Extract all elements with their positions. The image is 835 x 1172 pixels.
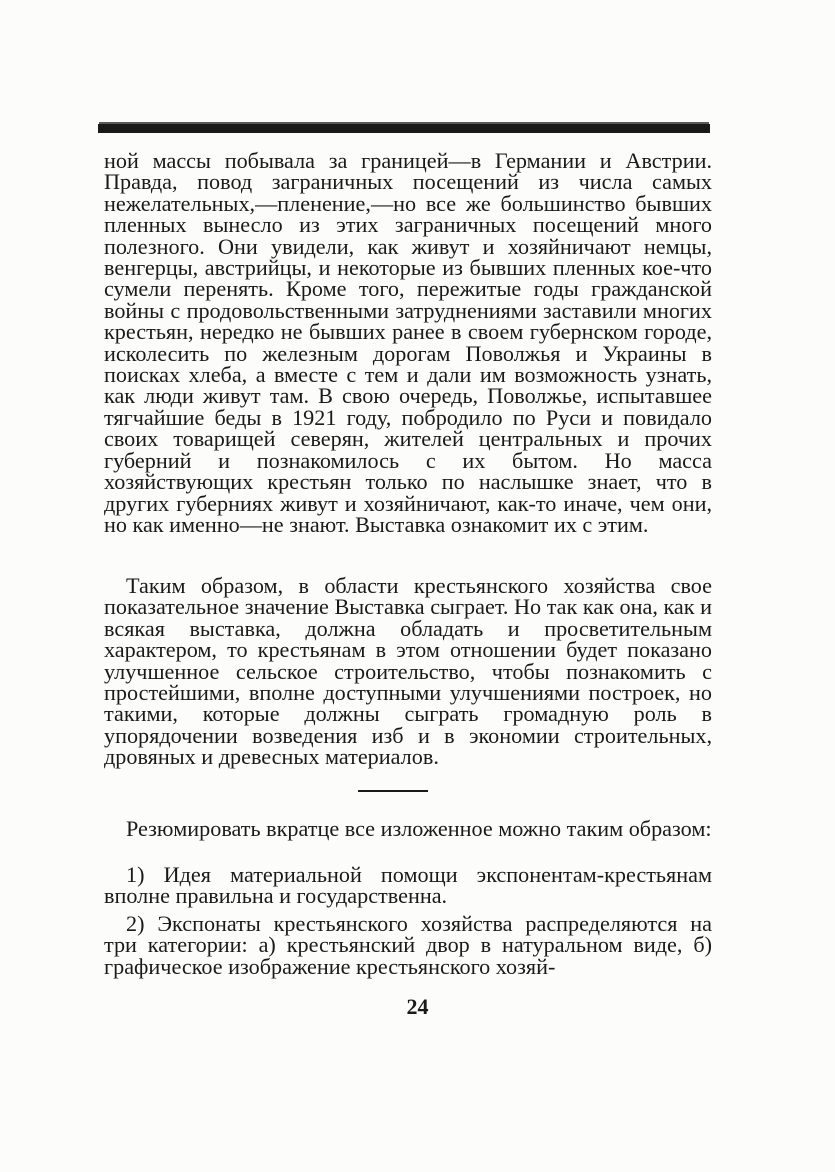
text-block-item-1 bbox=[104, 864, 712, 907]
text-block-2 bbox=[104, 575, 712, 768]
header-rule bbox=[98, 124, 710, 133]
text-block-3 bbox=[104, 818, 712, 839]
list-item-2: 2) Экспонаты крестьянского хозяйства распределяются на три категории: а) крестьянский двор в натуральном виде, б) графическое изображение крестьянского хозяй- bbox=[104, 911, 712, 979]
text-block-continuation bbox=[104, 150, 712, 535]
page-number: 24 bbox=[406, 994, 429, 1019]
list-item-1: 1) Идея материальной помощи экспонентам-крестьянам вполне правильна и государственна. bbox=[104, 862, 712, 909]
paragraph-2: Таким образом, в области крестьянского хозяйства свое показательное значение Выставка сыграет. Но так как она, как и всякая выставка, должна обладать и просветительным характером, то крестьянам в этом отношении будет показано улучшенное сельское строительство, чтобы познакомить с простейшими, вполне доступными улучшениями построек, но такими, которые должны сыграть громадную роль в упорядочении возведения изб и в экономии строительных, дровяных и древесных материалов. bbox=[104, 573, 712, 770]
text-block-item-2 bbox=[104, 913, 712, 977]
paragraph-3: Резюмировать вкратце все изложенное можно таким образом: bbox=[126, 816, 712, 841]
paragraph-continuation: ной массы побывала за границей—в Германии и Австрии. Правда, повод заграничных посещений из числа самых нежелательных,—пленение,—но все же большинство бывших пленных вынесло из этих заграничных посещений много полезного. Они увидели, как живут и хозяйничают немцы, венгерцы, австрийцы, и некоторые из бывших пленных кое-что сумели перенять. Кроме того, пережитые годы гражданской войны с продовольственными затруднениями заставили многих крестьян, нередко не бывших ранее в своем губернском городе, исколесить по железным дорогам Поволжья и Украины в поисках хлеба, а вместе с тем и дали им возможность узнать, как люди живут там. В свою очередь, Поволжье, испытавшее тягчайшие беды в 1921 году, побродило по Руси и повидало своих товарищей северян, жителей центральных и прочих губерний и познакомилось с их бытом. Но масса хозяйствующих крестьян только по наслышке знает, что в других губерниях живут и хозяйничают, как-то иначе, чем они, но как именно—не знают. Выставка ознакомит их с этим. bbox=[104, 148, 712, 537]
section-divider bbox=[358, 790, 428, 792]
